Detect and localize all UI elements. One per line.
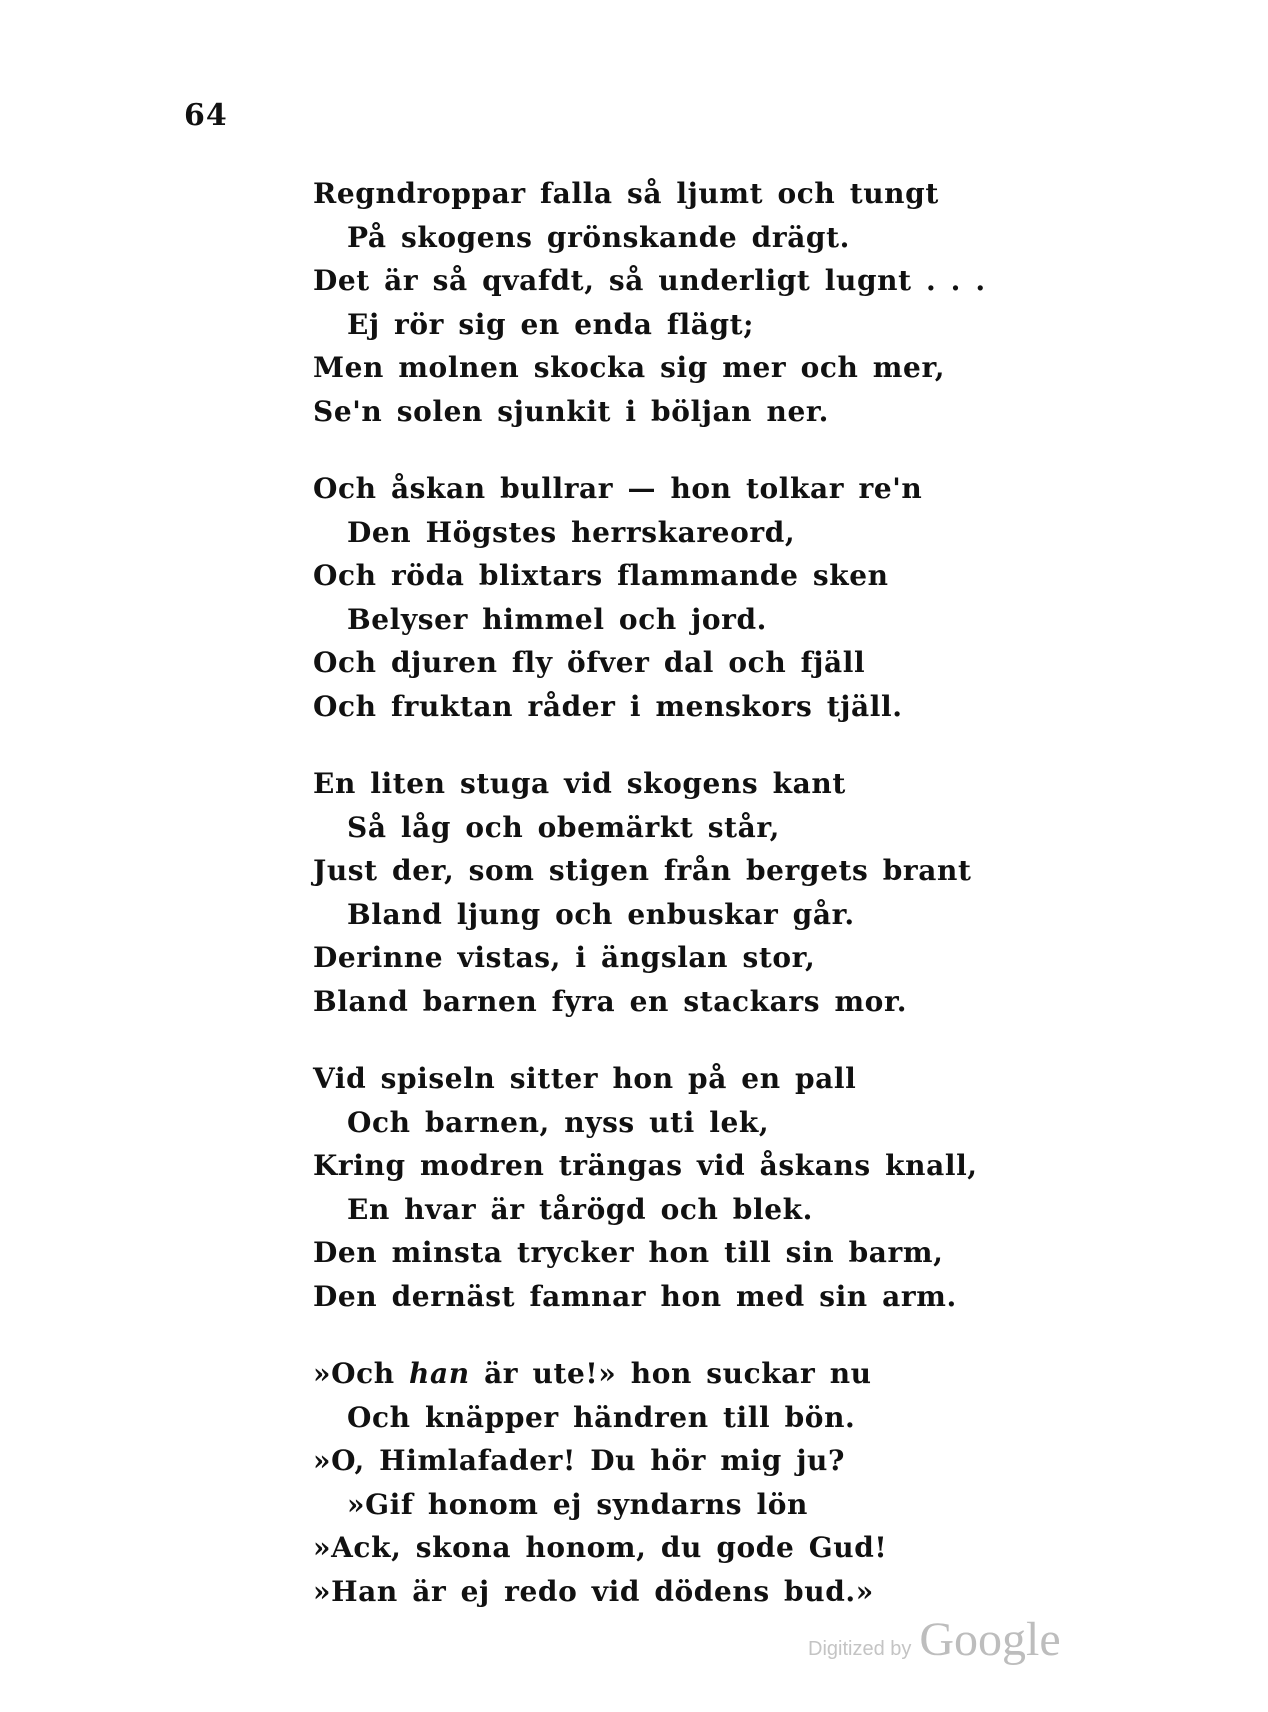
poem-line: Så låg och obemärkt står, xyxy=(347,810,781,844)
poem-line: Och åskan bullrar — hon tolkar re'n xyxy=(313,472,923,505)
poem-line: »O, Himlafader! Du hör mig ju? xyxy=(313,1444,846,1477)
page-number: 64 xyxy=(184,98,228,133)
poem-line: Belyser himmel och jord. xyxy=(347,602,768,636)
poem-line: Just der, som stigen från bergets brant xyxy=(313,854,972,887)
poem-line: Och röda blixtars flammande sken xyxy=(313,559,889,592)
stanza-2 xyxy=(313,467,953,728)
poem-line: »Gif honom ej syndarns lön xyxy=(347,1487,808,1521)
google-logo: Google xyxy=(919,1613,1061,1666)
poem-line: Och barnen, nyss uti lek, xyxy=(347,1105,770,1139)
italic-word: han xyxy=(409,1357,470,1390)
line-text: »Och xyxy=(313,1357,410,1390)
stanza-5 xyxy=(313,1352,953,1613)
poem-line: Och djuren fly öfver dal och fjäll xyxy=(313,646,866,679)
stanza-4 xyxy=(313,1057,978,1318)
digitized-label: Digitized by xyxy=(808,1638,912,1660)
stanza-3 xyxy=(313,762,972,1023)
poem-line: En hvar är tårögd och blek. xyxy=(347,1192,813,1226)
poem-line: Bland ljung och enbuskar går. xyxy=(347,897,855,931)
poem-line: Regndroppar falla så ljumt och tungt xyxy=(313,177,939,210)
poem-line: Kring modren trängas vid åskans knall, xyxy=(313,1149,978,1182)
poem-line: Den Högstes herrskareord, xyxy=(347,515,796,549)
poem xyxy=(313,172,986,1647)
poem-line: Den minsta trycker hon till sin barm, xyxy=(313,1236,944,1269)
poem-line: »Han är ej redo vid dödens bud.» xyxy=(313,1574,874,1608)
poem-line: Och knäpper händren till bön. xyxy=(347,1400,856,1434)
poem-line: Det är så qvafdt, så underligt lugnt . . . xyxy=(313,264,986,297)
poem-line: En liten stuga vid skogens kant xyxy=(313,767,846,800)
line-text: är ute!» hon suckar nu xyxy=(469,1357,872,1390)
poem-line: Men molnen skocka sig mer och mer, xyxy=(313,351,946,384)
stanza-1 xyxy=(313,172,986,433)
poem-line: Se'n solen sjunkit i böljan ner. xyxy=(313,394,829,428)
poem-line: Ej rör sig en enda flägt; xyxy=(347,307,755,341)
poem-line: Den dernäst famnar hon med sin arm. xyxy=(313,1279,957,1313)
poem-line: Vid spiseln sitter hon på en pall xyxy=(313,1062,857,1095)
poem-line: »Ack, skona honom, du gode Gud! xyxy=(313,1531,888,1564)
poem-line xyxy=(313,1352,953,1396)
poem-line: På skogens grönskande drägt. xyxy=(347,220,850,254)
google-watermark xyxy=(808,1612,1061,1667)
poem-line: Bland barnen fyra en stackars mor. xyxy=(313,984,908,1018)
poem-line: Derinne vistas, i ängslan stor, xyxy=(313,941,816,974)
poem-line: Och fruktan råder i menskors tjäll. xyxy=(313,689,903,723)
